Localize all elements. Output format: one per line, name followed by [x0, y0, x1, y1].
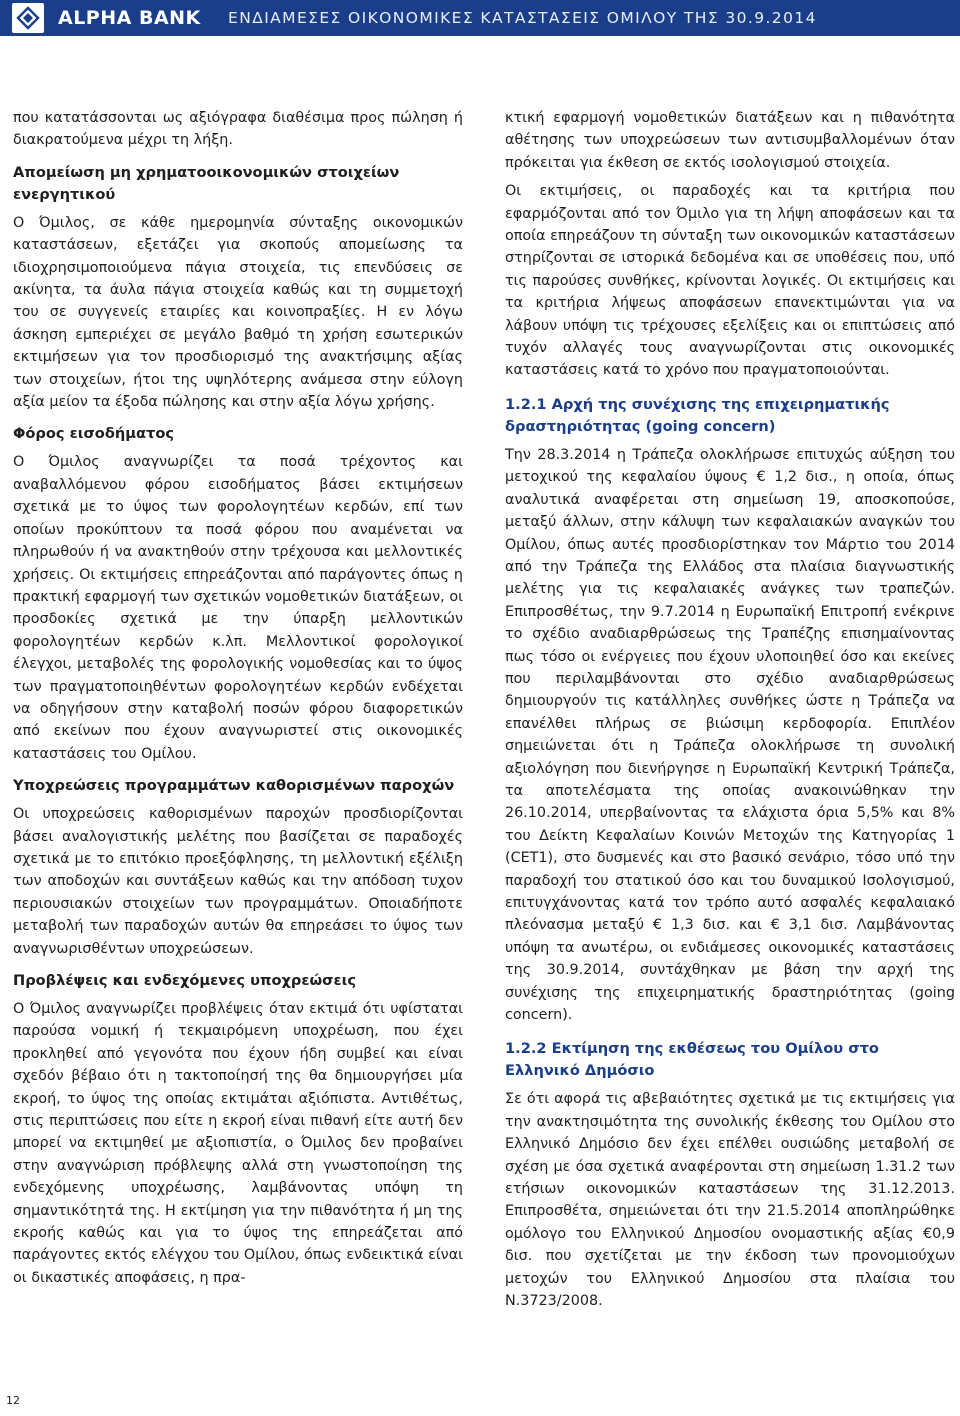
paragraph: Οι εκτιμήσεις, οι παραδοχές και τα κριτήρια που εφαρμόζονται από τον Όμιλο για τη λήψη αποφάσεων και τα οποία επηρεάζουν τη σύνταξη των οικονομικών καταστάσεων στηρίζονται σε ιστορικά δεδομένα και σε υποθέσεις που, υπό τις παρούσες συνθήκες, κρίνονται λογικές. Οι εκτιμήσεις και τα κριτήρια λήψεως αποφάσεων επανεκτιμώνται για να λάβουν υπόψη τις τρέχουσες εξελίξεις και οι επιπτώσεις από τυχόν αλλαγές τους αναγνωρίζονται στις οικονομικές καταστάσεις κατά το χρόνο που πραγματοποιούνται.	[505, 183, 955, 379]
paragraph: Οι υποχρεώσεις καθορισμένων παροχών προσδιορίζονται βάσει αναλογιστικής μελέτης που βασίζεται σε παραδοχές σχετικά με το επιτόκιο προεξόφλησης, τη μελλοντική εξέλιξη των αποδοχών και συντάξεων καθώς και την απόδοση τυχον περιουσιακών στοιχείων των προγραμμάτων. Οποιαδήποτε μεταβολή των παραδοχών αυτών θα επηρεάσει το ύψος των αναγνωρισθέντων υποχρεώσεων.	[13, 806, 463, 957]
paragraph: Ο Όμιλος αναγνωρίζει προβλέψεις όταν εκτιμά ότι υφίσταται παρούσα νομική ή τεκμαιρόμενη υποχρέωση, που έχει προκληθεί από γεγονότα που έχουν ήδη συμβεί και είναι σχεδόν βέβαιο ότι η τακτοποίησή της θα δημιουργήσει μία εκροή, το ύψος της οποίας εκτιμάται αξιόπιστα. Αντιθέτως, στις περιπτώσεις που είτε η εκροή είναι πιθανή είτε αυτή δεν μπορεί να εκτιμηθεί με αξιοπιστία, ο Όμιλος δεν προβαίνει στην αναγνώριση πρόβλεψης αλλά στη γνωστοποίηση της ενδεχόμενης υποχρέωσης, λαμβάνοντας υπόψη τη σημαντικότητά της. Η εκτίμηση για την πιθανότητα ή μη της εκροής καθώς και για το ύψος της επηρεάζεται από παράγοντες εκτός ελέγχου του Ομίλου, όπως ενδεικτικά είναι οι δικαστικές αποφάσεις, η πρα-	[13, 1001, 463, 1286]
section-heading: Προβλέψεις και ενδεχόμενες υποχρεώσεις	[13, 972, 357, 989]
section-heading: Απομείωση μη χρηματοοικονομικών στοιχείων ενεργητικού	[13, 163, 400, 203]
paragraph: Ο Όμιλος, σε κάθε ημερομηνία σύνταξης οικονομικών καταστάσεων, εξετάζει για σκοπούς απομείωσης τα ιδιοχρησιμοποιούμενα πάγια στοιχεία, τις επενδύσεις σε ακίνητα, τα άυλα πάγια στοιχεία καθώς και τη συμμετοχή του σε συγγενείς εταιρίες και κοινοπραξίες. Η εν λόγω άσκηση εμπεριέχει σε μεγάλο βαθμό τη χρήση εσωτερικών εκτιμήσεων για τον προσδιορισμό της ανακτήσιμης αξίας των στοιχείων, ήτοι της υψηλότερης ανάμεσα στην εύλογη αξία μείον τα έξοδα πώλησης και στην αξία λόγω χρήσης.	[13, 214, 463, 411]
brand-name: ALPHA BANK	[58, 7, 201, 29]
section-heading: Υποχρεώσεις προγραμμάτων καθορισμένων παροχών	[13, 777, 455, 795]
paragraph: Ο Όμιλος αναγνωρίζει τα ποσά τρέχοντος και αναβαλλόμενου φόρου εισοδήματος βάσει εκτιμήσεων σχετικά με το ύψος των φορολογητέων κερδών, επί των οποίων προκύπτουν τα ποσά φόρου που αναμένεται να πληρωθούν ή να ανακτηθούν στην τρέχουσα και μελλοντικές χρήσεις. Οι εκτιμήσεις επηρεάζονται από παράγοντες όπως η πρακτική εφαρμογή των σχετικών νομοθετικών διατάξεων, οι προσδοκίες σχετικά με την ύπαρξη μελλοντικών φορολογητέων κερδών κ.λπ. Μελλοντικοί φορολογικοί έλεγχοι, μεταβολές της φορολογικής νομοθεσίας και το ύψος των πραγματοποιηθέντων φορολογητέων κερδών ενδέχεται να οδηγήσουν στην καταβολή ποσών φόρου διαφορετικών από εκείνων που έχουν αναγνωριστεί στις οικονομικές καταστάσεις του Ομίλου.	[13, 454, 463, 762]
right-column	[505, 107, 955, 1319]
document-title: ΕΝΔΙΑΜΕΣΕΣ ΟΙΚΟΝΟΜΙΚΕΣ ΚΑΤΑΣΤΑΣΕΙΣ ΟΜΙΛΟΥ ΤΗΣ 30.9.2014	[228, 9, 817, 27]
page-number: 12	[6, 1394, 20, 1407]
paragraph: κτική εφαρμογή νομοθετικών διατάξεων και η πιθανότητα αθέτησης των υποχρεώσεων των αντισυμβαλλομένων όταν πρόκειται για έκθεση σε εκτός ισολογισμού στοιχεία.	[505, 110, 955, 171]
header-bar	[0, 0, 960, 36]
alpha-bank-logo-icon	[12, 3, 44, 33]
paragraph: που κατατάσσονται ως αξιόγραφα διαθέσιμα προς πώληση ή διακρατούμενα μέχρι τη λήξη.	[13, 110, 463, 149]
paragraph: Την 28.3.2014 η Τράπεζα ολοκλήρωσε επιτυχώς αύξηση του μετοχικού της κεφαλαίου ύψους € 1,2 δισ., η οποία, όπως αναλυτικά αναφέρεται στη σημείωση 19, αποσκοπούσε, μεταξύ άλλων, στην κάλυψη των κεφαλαιακών αναγκών του Ομίλου, όπως αυτές προσδιορίστηκαν τον Μάρτιο του 2014 από την Τράπεζα της Ελλάδος στα πλαίσια διαγνωστικής μελέτης για τις κεφαλαιακές ανάγκες των τραπεζών. Επιπροσθέτως, την 9.7.2014 η Ευρωπαϊκή Επιτροπή ενέκρινε το σχέδιο αναδιαρθρώσεως της Τραπέζης επισημαίνοντας πως τόσο οι ενέργειες που έχουν υλοποιηθεί όσο και εκείνες που περιλαμβάνονται στο σχέδιο αναδιαρθρώσεως δημιουργούν τις κατάλληλες συνθήκες ώστε η Τράπεζα να επανέλθει πλήρως σε βιώσιμη κερδοφορία. Επιπλέον σημειώνεται ότι η Τράπεζα ολοκλήρωσε τη συνολική αξιολόγηση που διενήργησε η Ευρωπαϊκή Κεντρική Τράπεζα, τα αποτελέσματα της οποίας ανακοινώθηκαν την 26.10.2014, υπερβαίνοντας τα ελάχιστα όρια 5,5% και 8% του Δείκτη Κεφαλαίων Κοινών Μετοχών της Κατηγορίας 1 (CET1), στο δυσμενές και στο βασικό σενάριο, τόσο υπό την παραδοχή του στατικού όσο και του δυναμικού Ισολογισμού, επιτυγχάνοντας κατά τον τρόπο αυτό ασφαλές κεφαλαιακό πλεόνασμα μεταξύ € 1,3 δισ. και € 3,1 δισ. Λαμβάνοντας υπόψη τα ανωτέρω, οι ενδιάμεσες οικονομικές καταστάσεις της 30.9.2014, συντάχθηκαν με βάση την αρχή της συνέχισης της επιχειρηματικής δραστηριότητας (going concern).	[505, 446, 955, 1024]
subsection-heading: 1.2.1 Αρχή της συνέχισης της επιχειρηματικής δραστηριότητας (going concern)	[505, 395, 890, 435]
subsection-heading: 1.2.2 Εκτίμηση της εκθέσεως του Ομίλου στο Ελληνικό Δημόσιο	[505, 1040, 879, 1080]
left-column	[13, 107, 463, 1295]
section-heading: Φόρος εισοδήματος	[13, 425, 175, 443]
paragraph: Σε ότι αφορά τις αβεβαιότητες σχετικά με τις εκτιμήσεις για την ανακτησιμότητα της συνολικής έκθεσης του Ομίλου στο Ελληνικό Δημόσιο δεν έχει επέλθει ουσιώδης μεταβολή σε σχέση με όσα σχετικά αναφέρονται στη σημείωση 1.31.2 των ετήσιων οικονομικών καταστάσεων της 31.12.2013. Επιπροσθέτα, σημειώνεται ότι την 21.5.2014 αποπληρώθηκε ομόλογο του Ελληνικού Δημοσίου ονομαστικής αξίας €0,9 δισ. που σχετίζεται με την έκδοση των προνομιούχων μετοχών του Ελληνικού Δημοσίου στα πλαίσια του Ν.3723/2008.	[505, 1091, 955, 1310]
